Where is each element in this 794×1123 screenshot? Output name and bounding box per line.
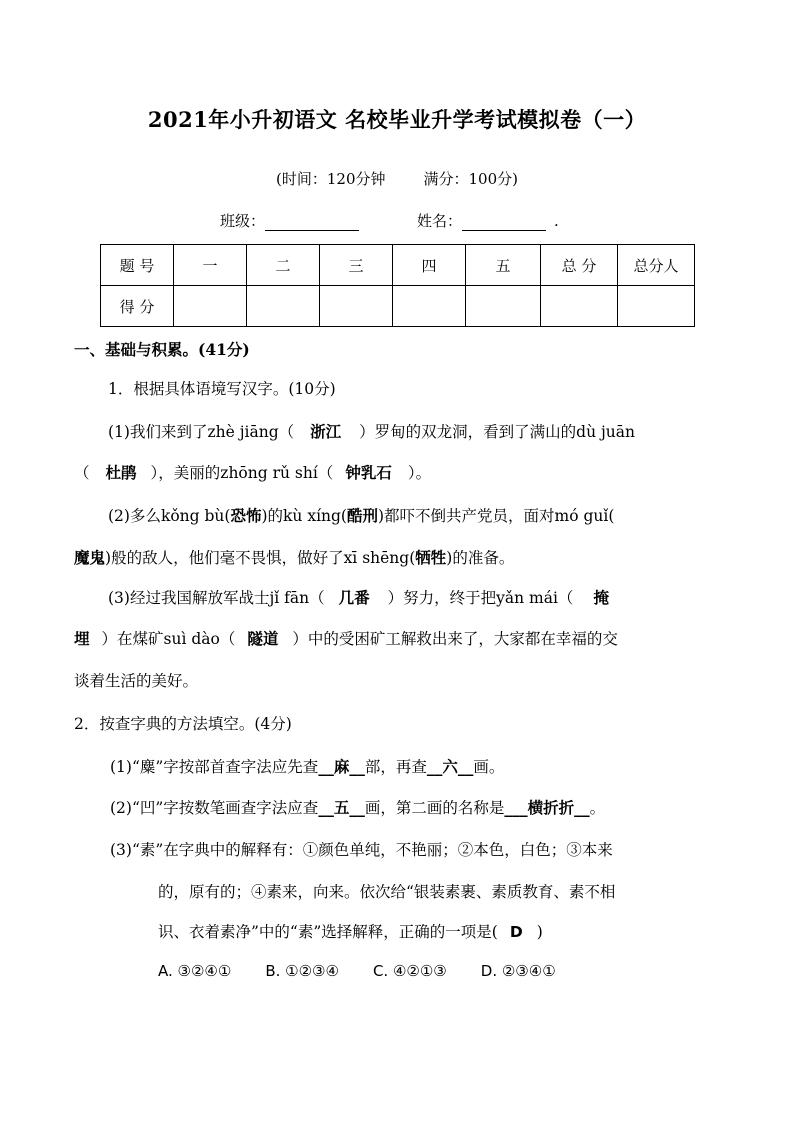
text: (1)“麋”字按部首查字法应先查 [110,758,319,776]
score-cell[interactable] [618,286,695,327]
score-cell[interactable] [466,286,541,327]
row-label: 得 分 [101,286,174,327]
question-1-part-2-line-2 [74,546,514,568]
header-cell: 题 号 [101,245,174,286]
score-table [100,244,695,327]
text: (2)“凹”字按数笔画查字法应查 [110,799,319,817]
option-b[interactable]: B. ①②③④ [265,962,339,980]
text: (2)多么kǒng bù( [108,507,231,525]
answer: 浙江 [310,422,342,441]
question-2-part-3-line-2: 的，原有的；④素来，向来。依次给“银装素裹、素质教育、素不相 [158,883,616,901]
question-1-heading: 1．根据具体语境写汉字。(10分) [108,380,336,398]
question-2-heading: 2．按查字典的方法填空。(4分) [74,715,292,733]
class-field[interactable] [265,216,359,231]
text: )的kù xíng( [261,507,347,525]
question-2-part-1 [110,755,504,777]
header-cell: 总分人 [618,245,695,286]
exam-title: 2021年小升初语文 名校毕业升学考试模拟卷（一） [147,107,647,132]
score-cell[interactable] [174,286,247,327]
answer: 恐怖 [230,506,262,525]
section-heading: 一、基础与积累。(41分) [74,340,250,359]
text: ）。 [407,464,432,482]
answer: __五__ [318,798,365,817]
text: ）努力，终于把yǎn mái（ [387,589,574,607]
question-1-part-3-line-1 [108,586,609,608]
text: （ [74,464,90,482]
score-cell[interactable] [320,286,393,327]
answer: 钟乳石 [345,463,392,482]
time-limit: (时间：120分钟 [276,170,386,188]
text: ），美丽的zhōng rǔ shí（ [150,464,334,482]
name-field[interactable] [462,216,546,231]
question-1-part-1-line-2 [74,461,431,483]
score-table-score-row [101,286,695,327]
option-d[interactable]: D. ②③④① [480,962,556,980]
text: 画。 [473,758,505,776]
idline-tail: . [554,212,559,230]
question-1-part-2-line-1 [108,504,614,526]
class-label: 班级： [220,212,266,230]
option-a[interactable]: A. ③②④① [158,962,232,980]
answer: 几番 [338,588,370,607]
answer: __六__ [426,757,474,776]
full-score: 满分：100分) [423,170,518,188]
text: ）罗甸的双龙洞，看到了满山的dù juān [359,423,635,441]
question-1-part-3-line-3: 谈着生活的美好。 [74,672,199,690]
text: ) [536,923,543,941]
answer: __麻__ [318,757,365,776]
answer: 酷刑 [346,506,378,525]
text: (1)我们来到了zhè jiāng（ [108,423,295,441]
question-2-part-3-line-3 [158,920,543,942]
header-cell: 四 [393,245,466,286]
question-2-part-3-line-1: (3)“素”在字典中的解释有：①颜色单纯，不艳丽；②本色，白色；③本来 [110,841,613,859]
option-c[interactable]: C. ④②①③ [372,962,447,980]
header-cell: 二 [247,245,320,286]
header-cell: 一 [174,245,247,286]
header-cell: 总 分 [541,245,618,286]
answer: 掩 [593,588,609,607]
question-1-part-3-line-2 [74,627,618,649]
text: ）中的受困矿工解救出来了，大家都在幸福的交 [292,630,618,648]
answer: D [509,923,523,941]
score-cell[interactable] [247,286,320,327]
name-label: 姓名： [417,212,463,230]
text: 识、衣着素净”中的“素”选择解释，正确的一项是( [158,923,498,941]
question-1-part-1-line-1 [108,420,635,442]
question-2-part-2 [110,796,605,818]
answer: 牺牲 [415,548,447,567]
answer: ___横折折__ [504,798,590,817]
answer: 杜鹃 [105,463,137,482]
text: ）在煤矿suì dào（ [101,630,236,648]
answer-options [158,962,590,980]
header-cell: 三 [320,245,393,286]
answer: 隧道 [247,629,279,648]
score-table-header-row [101,245,695,286]
student-info-line [220,210,559,231]
text: 。 [589,799,606,817]
text: 部，再查 [364,758,427,776]
score-cell[interactable] [393,286,466,327]
exam-meta [0,168,794,189]
text: (3)经过我国解放军战士jǐ fān（ [108,589,325,607]
text: )般的敌人，他们毫不畏惧，做好了xī shēng( [105,549,416,567]
score-cell[interactable] [541,286,618,327]
header-cell: 五 [466,245,541,286]
answer: 魔鬼 [74,548,106,567]
answer: 埋 [74,629,90,648]
text: )的准备。 [446,549,515,567]
text: 画，第二画的名称是 [364,799,505,817]
text: )都吓不倒共产党员，面对mó guǐ( [378,507,615,525]
